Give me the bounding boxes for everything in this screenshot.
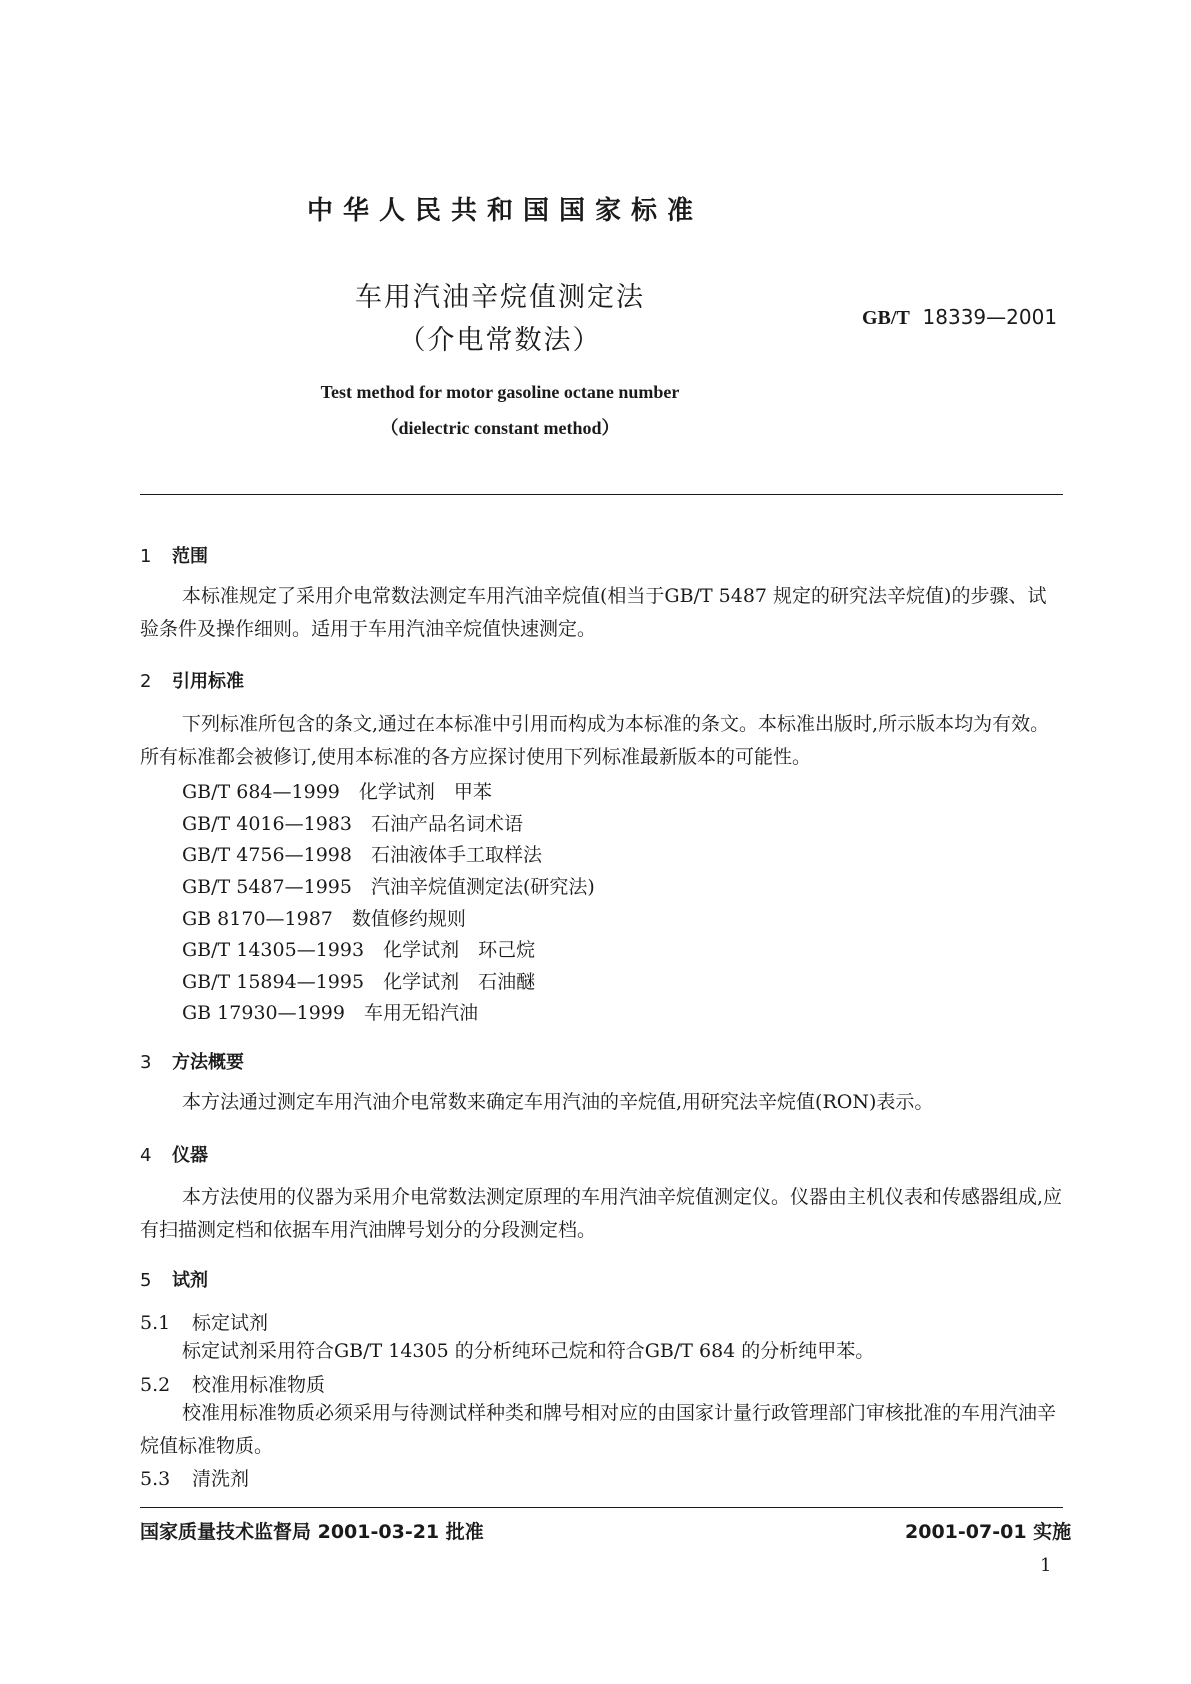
reference-code: GB/T 5487—1995 bbox=[182, 876, 352, 898]
subsection-title: 清洗剂 bbox=[192, 1468, 250, 1490]
reference-code: GB/T 15894—1995 bbox=[182, 971, 365, 993]
standard-subtitle-en: （dielectric constant method） bbox=[380, 418, 620, 438]
reference-name: 化学试剂 环己烷 bbox=[383, 939, 536, 961]
reference-item bbox=[182, 935, 535, 962]
standard-title-cn: 车用汽油辛烷值测定法 bbox=[355, 282, 645, 313]
subsection-5-3-heading bbox=[140, 1464, 249, 1491]
section-2-paragraph: 下列标准所包含的条文,通过在本标准中引用而构成为本标准的条文。本标准出版时,所示版本均为有效。所有标准都会被修订,使用本标准的各方应探讨使用下列标准最新版本的可能性。 bbox=[140, 713, 1050, 768]
subsection-5-2-heading bbox=[140, 1370, 325, 1397]
subsection-5-1-paragraph: 标定试剂采用符合GB/T 14305 的分析纯环己烷和符合GB/T 684 的分析纯甲苯。 bbox=[182, 1340, 875, 1362]
section-number: 4 bbox=[140, 1145, 152, 1166]
section-title: 范围 bbox=[172, 546, 208, 567]
reference-code: GB/T 4756—1998 bbox=[182, 844, 352, 866]
subsection-number: 5.1 bbox=[140, 1312, 171, 1334]
reference-item bbox=[182, 967, 535, 994]
reference-item bbox=[182, 809, 523, 836]
reference-item bbox=[182, 872, 595, 899]
header-divider bbox=[140, 494, 1063, 495]
effective-date: 2001-07-01 实施 bbox=[905, 1521, 1072, 1543]
page-number: 1 bbox=[1040, 1555, 1052, 1576]
section-number: 5 bbox=[140, 1270, 152, 1291]
standard-title-en: Test method for motor gasoline octane number bbox=[320, 382, 680, 402]
reference-name: 石油液体手工取样法 bbox=[370, 844, 542, 866]
subsection-title: 校准用标准物质 bbox=[192, 1374, 326, 1396]
issuing-authority: 中华人民共和国国家标准 bbox=[306, 196, 703, 226]
section-3-paragraph: 本方法通过测定车用汽油介电常数来确定车用汽油的辛烷值,用研究法辛烷值(RON)表示。 bbox=[182, 1091, 934, 1113]
subsection-5-2-paragraph: 校准用标准物质必须采用与待测试样种类和牌号相对应的由国家计量行政管理部门审核批准的车用汽油辛烷值标准物质。 bbox=[140, 1402, 1057, 1457]
approval-date: 国家质量技术监督局 2001-03-21 批准 bbox=[140, 1521, 484, 1543]
reference-name: 石油产品名词术语 bbox=[370, 813, 523, 835]
reference-code: GB/T 684—1999 bbox=[182, 781, 340, 803]
section-5-heading bbox=[140, 1266, 208, 1292]
section-number: 3 bbox=[140, 1052, 152, 1073]
section-1-paragraph: 本标准规定了采用介电常数法测定车用汽油辛烷值(相当于GB/T 5487 规定的研究法辛烷值)的步骤、试验条件及操作细则。适用于车用汽油辛烷值快速测定。 bbox=[140, 585, 1047, 640]
section-title: 仪器 bbox=[172, 1145, 208, 1166]
subsection-number: 5.3 bbox=[140, 1468, 171, 1490]
reference-item bbox=[182, 777, 492, 804]
section-2-heading bbox=[140, 667, 244, 693]
section-number: 1 bbox=[140, 546, 152, 567]
reference-item bbox=[182, 998, 478, 1025]
section-title: 试剂 bbox=[172, 1270, 208, 1291]
reference-name: 化学试剂 石油醚 bbox=[383, 971, 536, 993]
section-4-paragraph: 本方法使用的仪器为采用介电常数法测定原理的车用汽油辛烷值测定仪。仪器由主机仪表和传感器组成,应有扫描测定档和依据车用汽油牌号划分的分段测定档。 bbox=[140, 1186, 1063, 1241]
reference-code: GB 8170—1987 bbox=[182, 908, 333, 930]
reference-item bbox=[182, 840, 542, 867]
reference-item bbox=[182, 904, 466, 931]
subsection-5-1-heading bbox=[140, 1308, 268, 1335]
reference-name: 汽油辛烷值测定法(研究法) bbox=[370, 876, 595, 898]
reference-name: 数值修约规则 bbox=[351, 908, 466, 930]
section-title: 方法概要 bbox=[172, 1052, 244, 1073]
section-title: 引用标准 bbox=[172, 671, 244, 692]
section-4-heading bbox=[140, 1141, 208, 1167]
standard-code-prefix: GB/T bbox=[862, 307, 910, 329]
section-1-heading bbox=[140, 542, 208, 568]
reference-code: GB/T 4016—1983 bbox=[182, 813, 352, 835]
footer-divider bbox=[140, 1507, 1063, 1508]
reference-code: GB 17930—1999 bbox=[182, 1002, 345, 1024]
subsection-number: 5.2 bbox=[140, 1374, 171, 1396]
standard-code-number: 18339—2001 bbox=[922, 305, 1058, 329]
reference-code: GB/T 14305—1993 bbox=[182, 939, 365, 961]
standard-code bbox=[862, 305, 1057, 330]
reference-name: 化学试剂 甲苯 bbox=[358, 781, 492, 803]
subsection-title: 标定试剂 bbox=[192, 1312, 269, 1334]
section-3-heading bbox=[140, 1048, 244, 1074]
section-number: 2 bbox=[140, 671, 152, 692]
standard-subtitle-cn: （介电常数法） bbox=[398, 325, 602, 356]
reference-name: 车用无铅汽油 bbox=[364, 1002, 479, 1024]
